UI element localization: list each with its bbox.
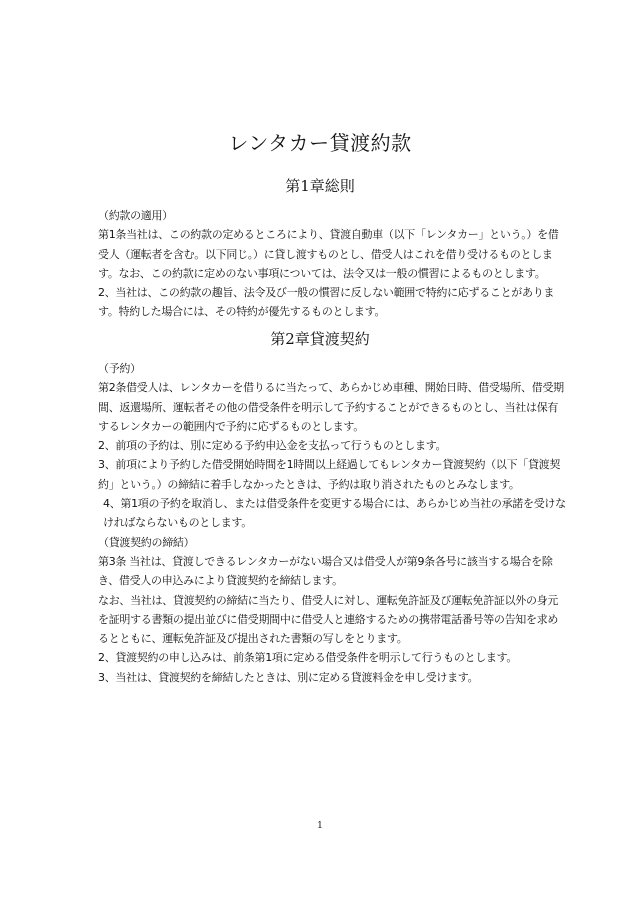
article-1-paragraph: 第1条当社は、この約款の定めるところにより、貸渡自動車（以下「レンタカー」という。）を借受人（運転者を含む。以下同じ。）に貸し渡すものとし、借受人はこれを借り受けるものとします。なお、この約款に定めのない事項については、法令又は一般の慣習によるものとします。 [98, 228, 559, 280]
section-heading-application: （約款の適用） [98, 209, 173, 222]
chapter-1-title: 第1章総則 [285, 177, 355, 195]
article-2-clause-3: 3、前項により予約した借受開始時間を1時間以上経過してもレンタカー貸渡契約（以下「貸渡契約」という。）の締結に着手しなかったときは、予約は取り消されたものとみなします。 [98, 458, 561, 491]
page-number: 1 [317, 821, 323, 831]
article-3-note: なお、当社は、貸渡契約の締結に当たり、借受人に対し、運転免許証及び運転免許証以外の身元を証明する書類の提出並びに借受期間中に借受人と連絡するための携帯電話番号等の告知を求めるとともに、運転免許証及び提出された書類の写しをとります。 [98, 593, 559, 646]
article-3-clause-2: 2、貸渡契約の申し込みは、前条第1項に定める借受条件を明示して行うものとします。 [98, 651, 518, 665]
article-3-paragraph: 第3条 当社は、貸渡しできるレンタカーがない場合又は借受人が第9条各号に該当する場合を除き、借受人の申込みにより貸渡契約を締結します。 [98, 554, 553, 588]
article-2-clause-2: 2、前項の予約は、別に定める予約申込金を支払って行うものとします。 [98, 439, 447, 453]
article-2-paragraph: 第2条借受人は、レンタカーを借りるに当たって、あらかじめ車種、開始日時、借受場所、借受期間、返還場所、運転者その他の借受条件を明示して予約することができるものとし、当社は保有するレンタカーの範囲内で予約に応ずるものとします。 [98, 381, 564, 433]
document-title: レンタカー貸渡約款 [228, 131, 412, 155]
article-2-clause-4: 4、第1項の予約を取消し、または借受条件を変更する場合には、あらかじめ当社の承諾を受けなければならないものとします。 [103, 497, 566, 530]
article-1-clause-2: 2、当社は、この約款の趣旨、法令及び一般の慣習に反しない範囲で特約に応ずることがあります。特約した場合には、その特約が優先するものとします。 [98, 286, 555, 319]
chapter-2-body [98, 359, 568, 687]
section-heading-reservation: （予約） [98, 362, 141, 375]
chapter-1-body [98, 206, 568, 322]
chapter-2-title: 第2章貸渡契約 [270, 330, 370, 348]
article-3-clause-3: 3、当社は、貸渡契約を締結したときは、別に定める貸渡料金を申し受けます。 [98, 670, 479, 684]
section-heading-contract-conclusion: （貸渡契約の締結） [98, 535, 195, 549]
